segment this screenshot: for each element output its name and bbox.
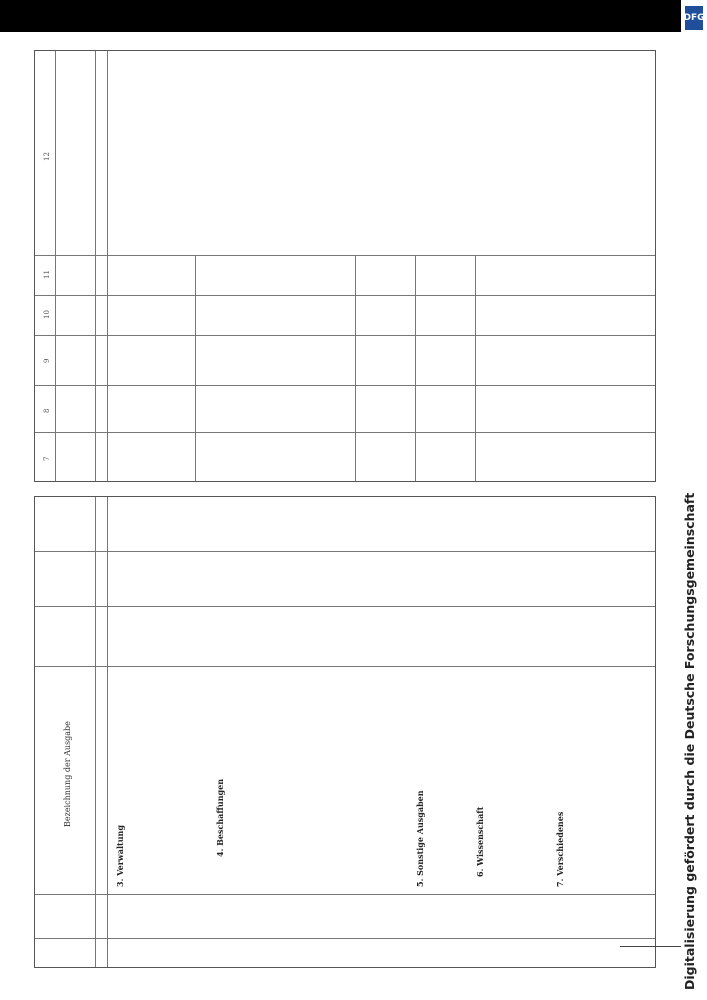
- page-gutter: [28, 486, 658, 496]
- section-7-heading: 7. Verschiedenes: [555, 811, 565, 887]
- left-table: [34, 496, 656, 968]
- section-5-heading: 5. Sonstige Ausgaben: [415, 790, 425, 887]
- section-6-heading: 6. Wissenschaft: [475, 806, 485, 877]
- scanned-page: [8, 34, 672, 982]
- dfg-watermark-text: Digitalisierung gefördert durch die Deutsche Forschungsgemeinschaft: [682, 492, 697, 990]
- right-table: 7 8 9 10 11 12: [34, 50, 656, 482]
- col-header-bezeichnung: Bezeichnung der Ausgabe: [63, 721, 72, 827]
- section-3-heading: 3. Verwaltung: [115, 825, 125, 887]
- top-black-bar: [0, 0, 707, 32]
- section-4-heading: 4. Beschaffungen: [215, 778, 225, 857]
- footer-rule: [620, 946, 690, 947]
- rotated-table-sheet: [8, 34, 672, 982]
- dfg-logo-badge: DFG: [685, 6, 703, 30]
